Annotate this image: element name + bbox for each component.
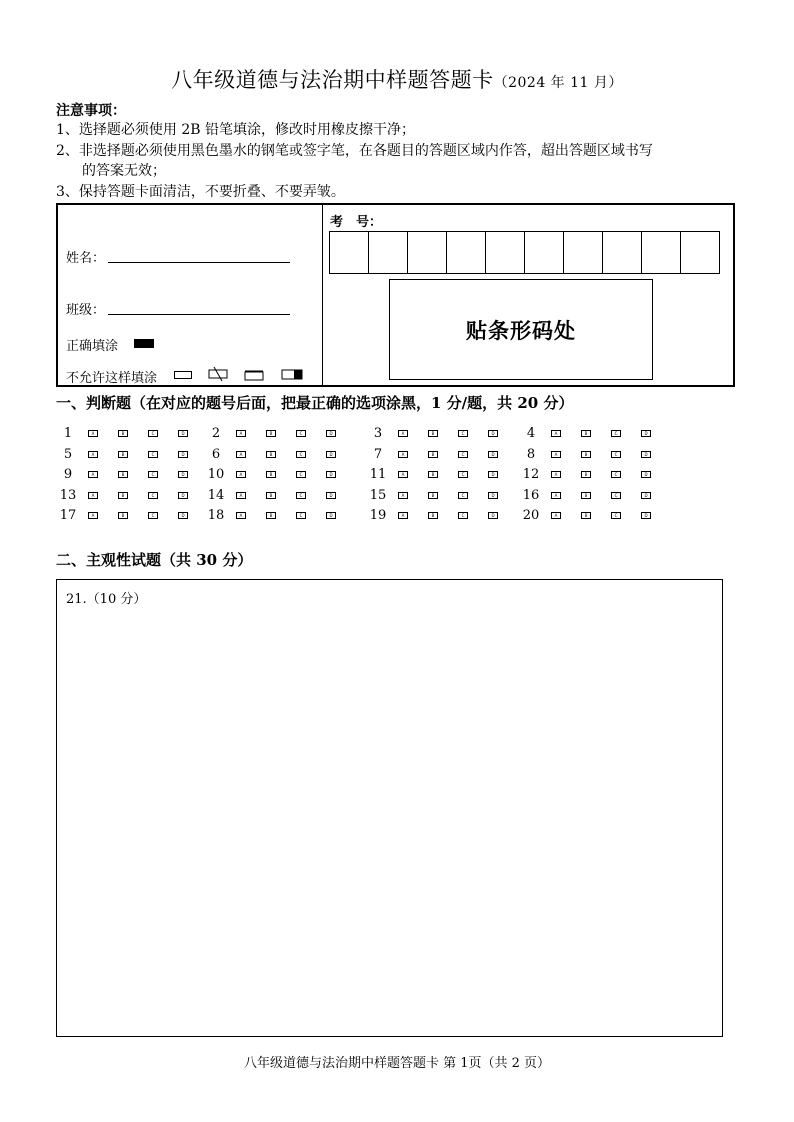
answer-bubble-a[interactable]: A <box>88 451 98 458</box>
exam-number-cell[interactable] <box>603 232 642 273</box>
question-number: 13 <box>59 487 77 503</box>
half-filled-mark-example-icon <box>280 366 306 382</box>
answer-bubble-c[interactable]: C <box>611 492 621 499</box>
answer-bubble-c[interactable]: C <box>458 492 468 499</box>
answer-bubble-c[interactable]: C <box>611 451 621 458</box>
answer-bubble-d[interactable]: D <box>488 471 498 478</box>
question-number: 18 <box>207 508 225 523</box>
exam-number-label: 考 号： <box>330 215 383 230</box>
answer-bubble-c[interactable]: C <box>458 471 468 478</box>
answer-bubble-a[interactable]: A <box>236 492 246 499</box>
correct-fill-example-icon <box>134 339 154 348</box>
answer-bubble-c[interactable]: C <box>611 430 621 437</box>
answer-bubble-a[interactable]: A <box>236 471 246 478</box>
question-row <box>56 445 696 466</box>
exam-number-cell[interactable] <box>447 232 486 273</box>
answer-bubble-a[interactable]: A <box>88 512 98 519</box>
answer-bubble-a[interactable]: A <box>551 512 561 519</box>
answer-bubble-c[interactable]: C <box>148 492 158 499</box>
answer-bubble-a[interactable]: A <box>236 512 246 519</box>
answer-bubble-b[interactable]: B <box>266 451 276 458</box>
class-label: 班级： <box>66 303 106 318</box>
answer-bubble-c[interactable]: C <box>458 451 468 458</box>
answer-bubble-d[interactable]: D <box>488 430 498 437</box>
answer-bubble-c[interactable]: C <box>148 471 158 478</box>
question-number: 15 <box>369 487 387 503</box>
incorrect-fill-label: 不允许这样填涂 <box>66 371 158 386</box>
answer-bubble-b[interactable]: B <box>581 471 591 478</box>
answer-bubble-a[interactable]: A <box>88 430 98 437</box>
empty-mark-example-icon <box>174 371 192 379</box>
answer-bubble-d[interactable]: D <box>326 512 336 519</box>
notice-item-1: 1、选择题必须使用 2B 铅笔填涂，修改时用橡皮擦干净； <box>56 122 416 138</box>
answer-bubble-d[interactable]: D <box>641 512 651 519</box>
page-footer: 八年级道德与法治期中样题答题卡 第 1页（共 2 页） <box>243 1056 551 1071</box>
question-number: 8 <box>526 446 536 462</box>
answer-bubble-c[interactable]: C <box>148 512 158 519</box>
exam-number-cell[interactable] <box>369 232 408 273</box>
answer-bubble-c[interactable]: C <box>296 492 306 499</box>
question-number: 16 <box>522 487 540 503</box>
title-text: 八年级道德与法治期中样题答题卡 <box>171 68 494 92</box>
answer-bubble-b[interactable]: B <box>266 512 276 519</box>
answer-bubble-b[interactable]: B <box>118 471 128 478</box>
answer-bubble-d[interactable]: D <box>641 430 651 437</box>
exam-number-cell[interactable] <box>486 232 525 273</box>
answer-bubble-d[interactable]: D <box>178 512 188 519</box>
answer-bubble-b[interactable]: B <box>581 492 591 499</box>
answer-bubble-b[interactable]: B <box>428 492 438 499</box>
section1-title: 一、判断题（在对应的题号后面，把最正确的选项涂黑，1 分/题，共 20 分） <box>56 394 574 412</box>
answer-bubble-d[interactable]: D <box>641 492 651 499</box>
answer-bubble-c[interactable]: C <box>611 471 621 478</box>
answer-bubble-c[interactable]: C <box>458 430 468 437</box>
answer-bubble-b[interactable]: B <box>428 430 438 437</box>
answer-bubble-a[interactable]: A <box>398 492 408 499</box>
question-number: 20 <box>522 508 540 523</box>
slashed-mark-example-icon <box>206 366 230 382</box>
answer-bubble-d[interactable]: D <box>178 471 188 478</box>
question-number: 5 <box>63 446 73 462</box>
answer-bubble-a[interactable]: A <box>398 451 408 458</box>
answer-bubble-a[interactable]: A <box>236 430 246 437</box>
answer-bubble-a[interactable]: A <box>398 512 408 519</box>
answer-bubble-c[interactable]: C <box>296 430 306 437</box>
barcode-area: 贴条形码处 <box>389 279 653 380</box>
question-number: 7 <box>373 446 383 462</box>
question-number: 19 <box>369 508 387 523</box>
answer-bubble-d[interactable]: D <box>488 512 498 519</box>
name-field[interactable] <box>108 262 290 263</box>
name-label: 姓名： <box>66 251 106 266</box>
answer-bubble-c[interactable]: C <box>296 451 306 458</box>
true-false-answer-grid <box>56 424 696 527</box>
exam-number-cell[interactable] <box>330 232 369 273</box>
answer-bubble-a[interactable]: A <box>551 492 561 499</box>
answer-bubble-d[interactable]: D <box>641 471 651 478</box>
exam-number-grid <box>329 231 720 274</box>
q21-label: 21.（10 分） <box>66 592 147 607</box>
answer-bubble-d[interactable]: D <box>641 451 651 458</box>
answer-box-q21[interactable] <box>56 579 723 1037</box>
answer-bubble-a[interactable]: A <box>551 471 561 478</box>
answer-bubble-b[interactable]: B <box>581 430 591 437</box>
answer-bubble-b[interactable]: B <box>581 512 591 519</box>
answer-bubble-b[interactable]: B <box>266 471 276 478</box>
notice-item-2-cont: 的答案无效； <box>82 163 166 179</box>
answer-bubble-b[interactable]: B <box>118 451 128 458</box>
question-number: 10 <box>207 467 225 482</box>
correct-fill-label: 正确填涂 <box>66 339 119 354</box>
answer-bubble-b[interactable]: B <box>581 451 591 458</box>
exam-number-cell[interactable] <box>564 232 603 273</box>
answer-bubble-c[interactable]: C <box>611 512 621 519</box>
section2-title: 二、主观性试题（共 30 分） <box>56 551 253 569</box>
answer-bubble-a[interactable]: A <box>551 430 561 437</box>
answer-bubble-c[interactable]: C <box>148 451 158 458</box>
answer-bubble-b[interactable]: B <box>118 430 128 437</box>
answer-bubble-d[interactable]: D <box>326 471 336 478</box>
answer-bubble-d[interactable]: D <box>488 492 498 499</box>
answer-bubble-a[interactable]: A <box>551 451 561 458</box>
notice-item-2: 2、非选择题必须使用黑色墨水的钢笔或签字笔，在各题目的答题区域内作答，超出答题区域书写 <box>56 143 653 159</box>
answer-bubble-a[interactable]: A <box>236 451 246 458</box>
question-number: 6 <box>211 446 221 462</box>
question-number: 1 <box>63 426 73 441</box>
exam-number-cell[interactable] <box>525 232 564 273</box>
class-field[interactable] <box>108 314 290 315</box>
exam-number-cell[interactable] <box>681 232 720 273</box>
exam-number-cell[interactable] <box>408 232 447 273</box>
answer-bubble-b[interactable]: B <box>266 492 276 499</box>
question-row <box>56 506 696 527</box>
answer-bubble-d[interactable]: D <box>178 430 188 437</box>
page-title <box>0 64 794 94</box>
question-number: 4 <box>526 426 536 441</box>
answer-bubble-c[interactable]: C <box>296 471 306 478</box>
question-number: 14 <box>207 487 225 503</box>
answer-bubble-c[interactable]: C <box>148 430 158 437</box>
answer-bubble-b[interactable]: B <box>118 512 128 519</box>
answer-bubble-c[interactable]: C <box>458 512 468 519</box>
answer-bubble-d[interactable]: D <box>178 492 188 499</box>
answer-bubble-b[interactable]: B <box>118 492 128 499</box>
question-number: 3 <box>373 426 383 441</box>
notice-heading: 注意事项： <box>56 103 126 119</box>
answer-bubble-b[interactable]: B <box>428 451 438 458</box>
question-number: 12 <box>522 467 540 482</box>
question-number: 11 <box>369 467 387 482</box>
exam-number-cell[interactable] <box>642 232 681 273</box>
question-row <box>56 486 696 507</box>
notice-item-3: 3、保持答题卡面清洁，不要折叠、不要弄皱。 <box>56 184 345 200</box>
question-number: 2 <box>211 426 221 441</box>
answer-bubble-a[interactable]: A <box>88 471 98 478</box>
question-row <box>56 465 696 486</box>
question-number: 9 <box>63 467 73 482</box>
underlined-mark-example-icon <box>243 366 267 382</box>
student-info-box <box>56 203 735 387</box>
answer-bubble-b[interactable]: B <box>266 430 276 437</box>
answer-bubble-a[interactable]: A <box>398 471 408 478</box>
question-row <box>56 424 696 445</box>
answer-bubble-d[interactable]: D <box>326 430 336 437</box>
answer-bubble-b[interactable]: B <box>428 512 438 519</box>
title-date: （2024 年 11 月） <box>493 75 623 91</box>
answer-bubble-d[interactable]: D <box>488 451 498 458</box>
question-number: 17 <box>59 508 77 523</box>
answer-bubble-d[interactable]: D <box>178 451 188 458</box>
answer-bubble-b[interactable]: B <box>428 471 438 478</box>
answer-bubble-c[interactable]: C <box>296 512 306 519</box>
answer-bubble-d[interactable]: D <box>326 451 336 458</box>
answer-bubble-a[interactable]: A <box>88 492 98 499</box>
answer-bubble-a[interactable]: A <box>398 430 408 437</box>
answer-bubble-d[interactable]: D <box>326 492 336 499</box>
info-divider <box>322 205 323 385</box>
